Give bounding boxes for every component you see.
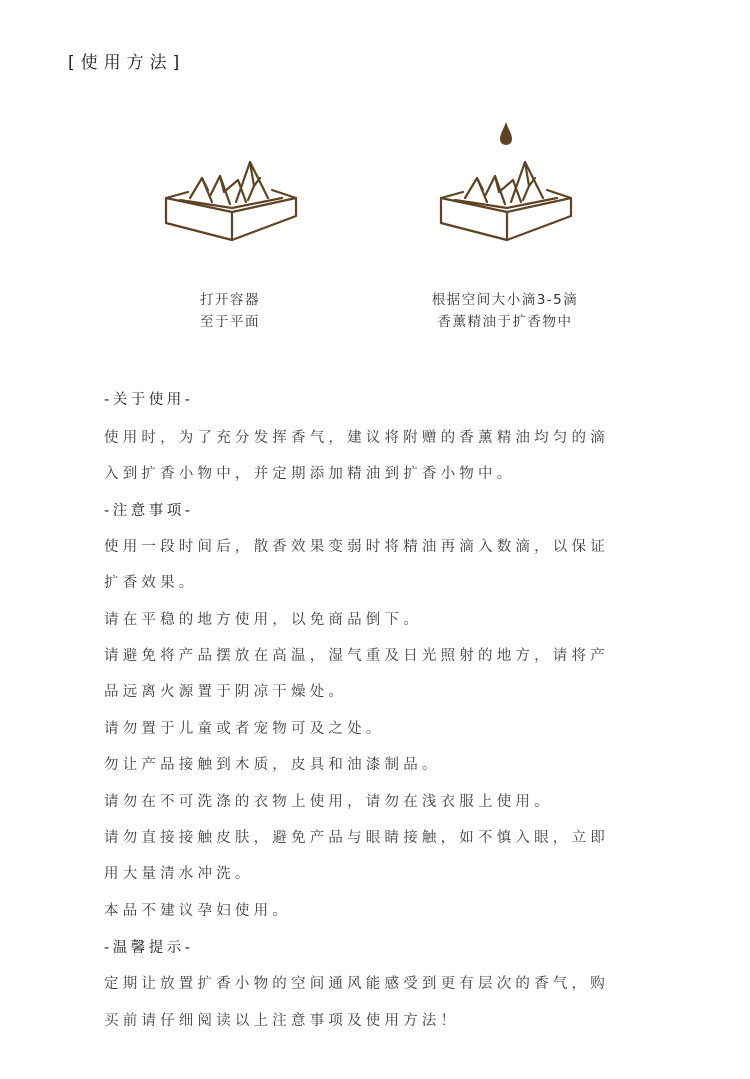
notes-line: 请勿直接接触皮肤，避免产品与眼睛接触，如不慎入眼，立即: [104, 830, 609, 846]
notes-line: 使用一段时间后，散香效果变弱时将精油再滴入数滴，以保证: [104, 539, 609, 555]
oil-drop-icon: [500, 122, 512, 145]
step-1-line-1: 打开容器: [200, 292, 260, 308]
notes-heading: -注意事项-: [104, 503, 194, 519]
notes-line: 本品不建议孕妇使用。: [104, 903, 291, 919]
usage-line: 入到扩香小物中，并定期添加精油到扩香小物中。: [104, 466, 516, 482]
usage-line: 使用时，为了充分发挥香气，建议将附赠的香薰精油均匀的滴: [104, 430, 609, 446]
tips-heading: -温馨提示-: [104, 940, 194, 956]
notes-line: 用大量清水冲洗。: [104, 866, 254, 882]
notes-line: 扩香效果。: [104, 575, 198, 591]
step-1-caption: [110, 289, 350, 333]
notes-line: 请在平稳的地方使用，以免商品倒下。: [104, 612, 422, 628]
step-2-caption: [385, 289, 625, 333]
notes-line: 勿让产品接触到木质，皮具和油漆制品。: [104, 757, 441, 773]
notes-line: 请勿在不可洗涤的衣物上使用，请勿在浅衣服上使用。: [104, 794, 553, 810]
usage-heading: -关于使用-: [104, 392, 194, 408]
notes-line: 请勿置于儿童或者宠物可及之处。: [104, 721, 385, 737]
aroma-stone-box-icon: [150, 118, 310, 248]
page-title: [使用方法]: [68, 53, 186, 73]
tips-line: 买前请仔细阅读以上注意事项及使用方法！: [104, 1013, 460, 1029]
step-2-line-1: 根据空间大小滴3-5滴: [431, 292, 579, 308]
tips-line: 定期让放置扩香小物的空间通风能感受到更有层次的香气，购: [104, 976, 609, 992]
step-1-line-2: 至于平面: [200, 314, 260, 330]
notes-line: 请避免将产品摆放在高温，湿气重及日光照射的地方，请将产: [104, 648, 609, 664]
step-2-line-2: 香薰精油于扩香物中: [437, 314, 573, 330]
oil-drop-on-stone-box-icon: [425, 118, 585, 248]
notes-line: 品远离火源置于阴凉干燥处。: [104, 684, 348, 700]
